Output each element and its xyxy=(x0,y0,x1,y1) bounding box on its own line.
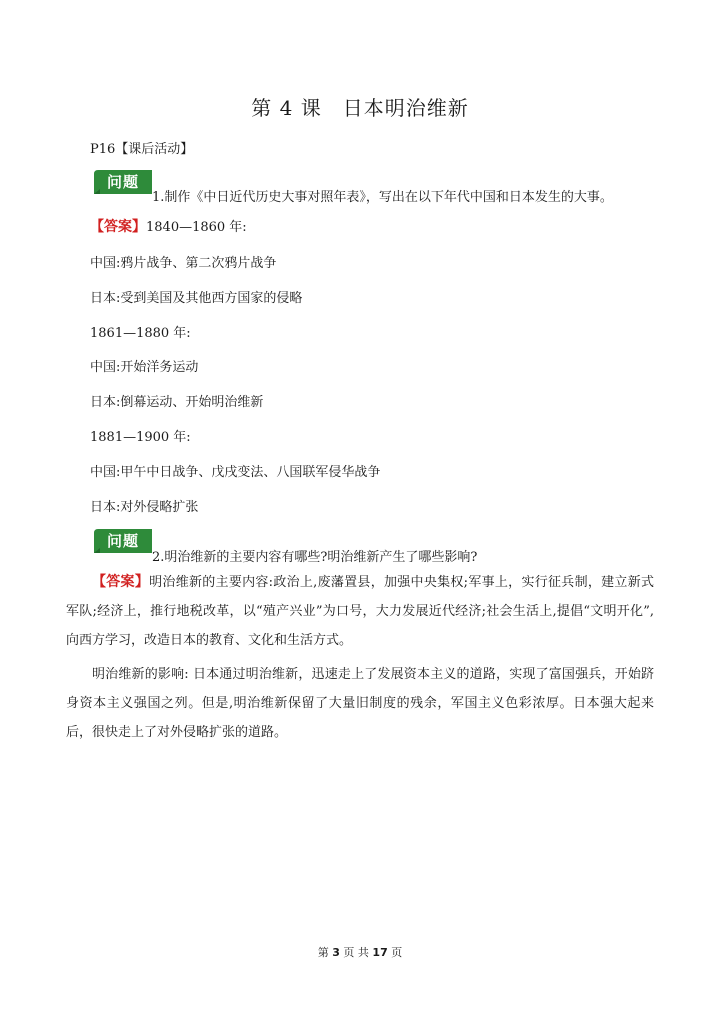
question-2-text: 2.明治维新的主要内容有哪些?明治维新产生了哪些影响? xyxy=(152,550,478,565)
footer-middle: 页 共 xyxy=(343,946,369,959)
footer-prefix: 第 xyxy=(317,946,329,959)
answer-1-row xyxy=(90,216,247,236)
period-2-japan: 日本:倒幕运动、开始明治维新 xyxy=(90,395,264,410)
answer-2-paragraph-1 xyxy=(66,568,654,655)
page-footer xyxy=(0,944,720,960)
page-title: 第 4 课 日本明治维新 xyxy=(251,96,469,120)
answer-tag: 【答案】 xyxy=(90,219,146,235)
period-3-china: 中国:甲午中日战争、戊戌变法、八国联军侵华战争 xyxy=(90,465,381,480)
answer-2-paragraph-2: 明治维新的影响: 日本通过明治维新，迅速走上了发展资本主义的道路，实现了富国强兵，开始跻身资本主义强国之列。但是,明治维新保留了大量旧制度的残余，军国主义色彩浓厚。日本强大起来后，很快走上了对外侵略扩张的道路。 xyxy=(66,667,654,740)
question-badge-label: 问题 xyxy=(106,532,139,550)
answer-2-content: 明治维新的主要内容:政治上,废藩置县，加强中央集权;军事上，实行征兵制，建立新式军队;经济上，推行地税改革，以“殖产兴业”为口号，大力发展近代经济;社会生活上,提倡“文明开化”,向西方学习，改造日本的教育、文化和生活方式。 xyxy=(66,575,654,648)
period-1881-1900: 1881—1900 年: xyxy=(90,430,191,445)
period-1840-1860: 1840—1860 年: xyxy=(146,220,247,235)
period-2-china: 中国:开始洋务运动 xyxy=(90,360,199,375)
footer-total-pages: 17 xyxy=(372,946,388,959)
question-1-text: 1.制作《中日近代历史大事对照年表》，写出在以下年代中国和日本发生的大事。 xyxy=(152,190,613,205)
period-1861-1880: 1861—1880 年: xyxy=(90,326,191,341)
period-3-japan: 日本:对外侵略扩张 xyxy=(90,500,199,515)
period-1-japan: 日本:受到美国及其他西方国家的侵略 xyxy=(90,291,303,306)
period-1-china: 中国:鸦片战争、第二次鸦片战争 xyxy=(90,256,277,271)
answer-tag: 【答案】 xyxy=(92,574,150,590)
question-badge-1 xyxy=(94,169,152,195)
question-badge-2 xyxy=(94,528,152,554)
footer-current-page: 3 xyxy=(332,946,340,959)
footer-suffix: 页 xyxy=(391,946,403,959)
section-label: P16【课后活动】 xyxy=(90,142,194,157)
question-badge-label: 问题 xyxy=(106,173,139,191)
